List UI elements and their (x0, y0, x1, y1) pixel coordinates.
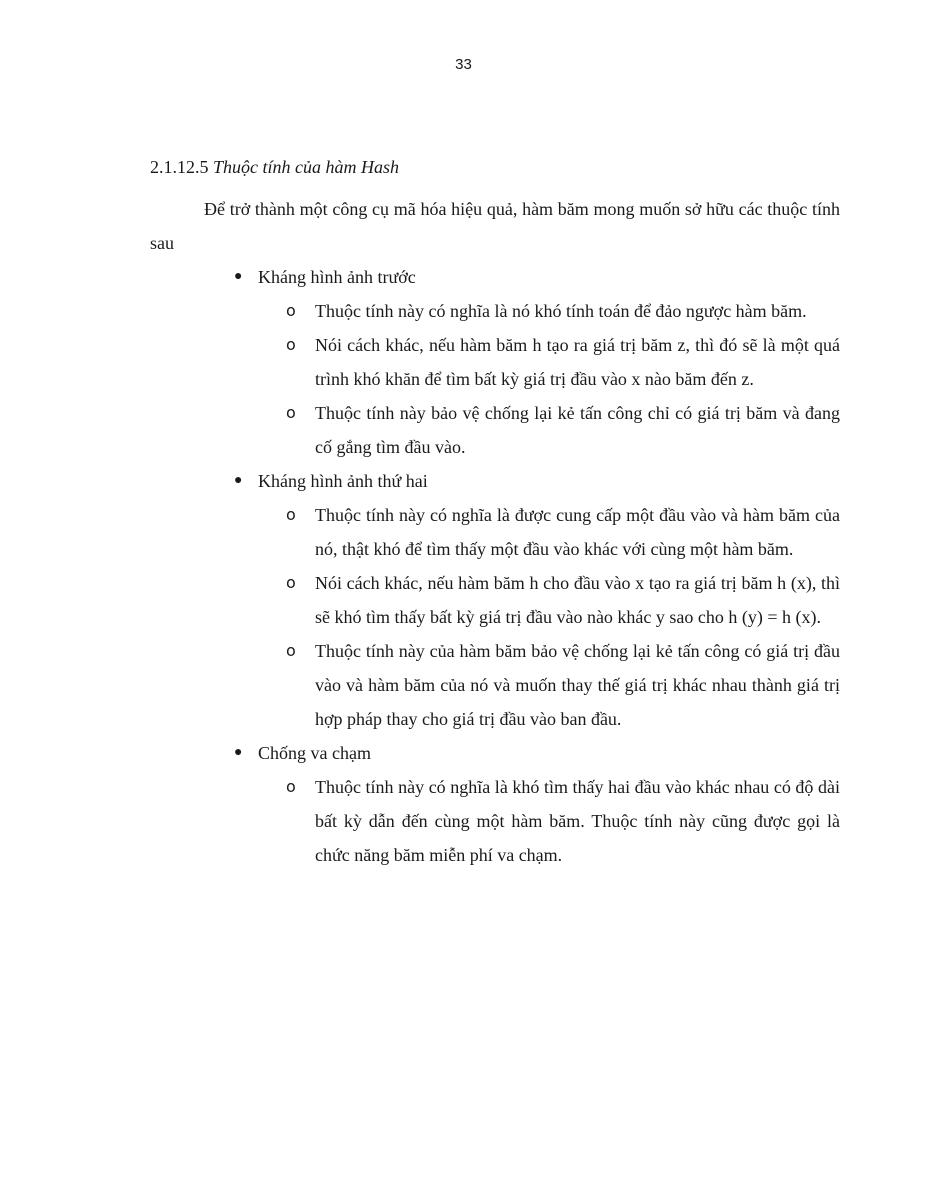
sub-item (258, 770, 840, 872)
bullet-icon: ● (234, 745, 243, 760)
sub-item-text: Nói cách khác, nếu hàm băm h tạo ra giá trị băm z, thì đó sẽ là một quá trình khó khăn để tìm bất kỳ giá trị đầu vào x nào băm đến z. (315, 335, 840, 389)
circle-bullet-icon: o (286, 403, 296, 422)
sub-list (258, 294, 840, 464)
bullet-label: Chống va chạm (258, 743, 371, 763)
bullet-icon: ● (234, 473, 243, 488)
section-number: 2.1.12.5 (150, 157, 209, 177)
intro-paragraph: Để trở thành một công cụ mã hóa hiệu quả, hàm băm mong muốn sở hữu các thuộc tính sau (150, 199, 840, 253)
sub-list (258, 770, 840, 872)
sub-item-text: Nói cách khác, nếu hàm băm h cho đầu vào x tạo ra giá trị băm h (x), thì sẽ khó tìm thấy bất kỳ giá trị đầu vào nào khác y sao cho h (y) = h (x). (315, 573, 840, 627)
bullet-label: Kháng hình ảnh trước (258, 267, 416, 287)
circle-bullet-icon: o (286, 777, 296, 796)
sub-item (258, 294, 840, 328)
sub-item (258, 328, 840, 396)
page-number: 33 (455, 56, 472, 73)
sub-item (258, 498, 840, 566)
circle-bullet-icon: o (286, 641, 296, 660)
circle-bullet-icon: o (286, 573, 296, 592)
sub-item (258, 396, 840, 464)
circle-bullet-icon: o (286, 335, 296, 354)
list-item (150, 464, 840, 736)
sub-item-text: Thuộc tính này có nghĩa là nó khó tính toán để đảo ngược hàm băm. (315, 301, 807, 321)
sub-item-text: Thuộc tính này có nghĩa là được cung cấp một đầu vào và hàm băm của nó, thật khó để tìm thấy một đầu vào khác với cùng một hàm băm. (315, 505, 840, 559)
section-heading (150, 150, 840, 184)
sub-item-text: Thuộc tính này của hàm băm bảo vệ chống lại kẻ tấn công có giá trị đầu vào và hàm băm của nó và muốn thay thế giá trị khác nhau thành giá trị hợp pháp thay cho giá trị đầu vào ban đầu. (315, 641, 840, 729)
sub-item (258, 634, 840, 736)
list-item (150, 736, 840, 872)
document-body (150, 150, 840, 872)
bullet-label: Kháng hình ảnh thứ hai (258, 471, 428, 491)
sub-item-text: Thuộc tính này có nghĩa là khó tìm thấy hai đầu vào khác nhau có độ dài bất kỳ dẫn đến cùng một hàm băm. Thuộc tính này cũng được gọi là chức năng băm miễn phí va chạm. (315, 777, 840, 865)
sub-item-text: Thuộc tính này bảo vệ chống lại kẻ tấn công chỉ có giá trị băm và đang cố gắng tìm đầu vào. (315, 403, 840, 457)
section-title: Thuộc tính của hàm Hash (213, 157, 399, 177)
property-list (150, 260, 840, 872)
circle-bullet-icon: o (286, 301, 296, 320)
bullet-icon: ● (234, 269, 243, 284)
sub-item (258, 566, 840, 634)
list-item (150, 260, 840, 464)
sub-list (258, 498, 840, 736)
circle-bullet-icon: o (286, 505, 296, 524)
